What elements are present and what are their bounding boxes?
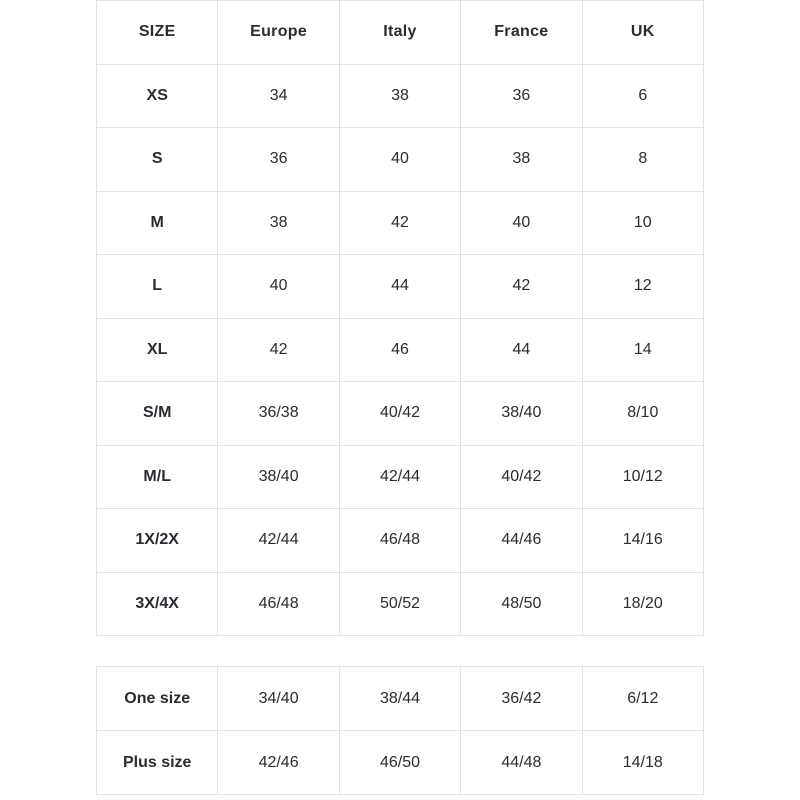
cell-europe: 38 xyxy=(218,191,339,255)
cell-europe: 42/44 xyxy=(218,509,339,573)
table-header xyxy=(97,1,704,65)
cell-france: 40/42 xyxy=(461,445,582,509)
cell-italy: 38/44 xyxy=(339,667,460,731)
row-label: Plus size xyxy=(97,731,218,795)
cell-uk: 6 xyxy=(582,64,703,128)
column-header-uk: UK xyxy=(582,1,703,65)
cell-europe: 42 xyxy=(218,318,339,382)
cell-europe: 46/48 xyxy=(218,572,339,636)
one-size-table xyxy=(96,666,704,795)
cell-france: 48/50 xyxy=(461,572,582,636)
table-row xyxy=(97,382,704,446)
cell-italy: 46/48 xyxy=(339,509,460,573)
cell-france: 36 xyxy=(461,64,582,128)
row-label: L xyxy=(97,255,218,319)
cell-uk: 14 xyxy=(582,318,703,382)
cell-italy: 42 xyxy=(339,191,460,255)
cell-europe: 36 xyxy=(218,128,339,192)
cell-europe: 34 xyxy=(218,64,339,128)
cell-europe: 40 xyxy=(218,255,339,319)
cell-italy: 50/52 xyxy=(339,572,460,636)
cell-europe: 34/40 xyxy=(218,667,339,731)
cell-france: 36/42 xyxy=(461,667,582,731)
table-spacer xyxy=(96,636,704,666)
row-label: XS xyxy=(97,64,218,128)
row-label: XL xyxy=(97,318,218,382)
table-row xyxy=(97,572,704,636)
table-row xyxy=(97,191,704,255)
cell-uk: 6/12 xyxy=(582,667,703,731)
table-row xyxy=(97,445,704,509)
cell-uk: 8 xyxy=(582,128,703,192)
cell-italy: 42/44 xyxy=(339,445,460,509)
cell-italy: 40/42 xyxy=(339,382,460,446)
cell-europe: 42/46 xyxy=(218,731,339,795)
cell-italy: 46 xyxy=(339,318,460,382)
cell-europe: 38/40 xyxy=(218,445,339,509)
table-row xyxy=(97,509,704,573)
cell-uk: 14/18 xyxy=(582,731,703,795)
cell-france: 38 xyxy=(461,128,582,192)
table-body xyxy=(97,64,704,636)
column-header-europe: Europe xyxy=(218,1,339,65)
row-label: S/M xyxy=(97,382,218,446)
row-label: M xyxy=(97,191,218,255)
table-row xyxy=(97,255,704,319)
cell-france: 44/46 xyxy=(461,509,582,573)
table-row xyxy=(97,318,704,382)
one-size-table-body xyxy=(97,667,704,795)
row-label: One size xyxy=(97,667,218,731)
table-header-row xyxy=(97,1,704,65)
cell-uk: 10 xyxy=(582,191,703,255)
column-header-france: France xyxy=(461,1,582,65)
table-row xyxy=(97,731,704,795)
cell-italy: 46/50 xyxy=(339,731,460,795)
size-conversion-table xyxy=(96,0,704,636)
column-header-size: SIZE xyxy=(97,1,218,65)
row-label: M/L xyxy=(97,445,218,509)
cell-france: 40 xyxy=(461,191,582,255)
column-header-italy: Italy xyxy=(339,1,460,65)
cell-france: 38/40 xyxy=(461,382,582,446)
cell-italy: 38 xyxy=(339,64,460,128)
cell-italy: 44 xyxy=(339,255,460,319)
cell-uk: 12 xyxy=(582,255,703,319)
table-row xyxy=(97,128,704,192)
table-row xyxy=(97,667,704,731)
cell-italy: 40 xyxy=(339,128,460,192)
cell-france: 44/48 xyxy=(461,731,582,795)
cell-france: 44 xyxy=(461,318,582,382)
cell-europe: 36/38 xyxy=(218,382,339,446)
row-label: 3X/4X xyxy=(97,572,218,636)
cell-uk: 8/10 xyxy=(582,382,703,446)
cell-uk: 14/16 xyxy=(582,509,703,573)
row-label: S xyxy=(97,128,218,192)
cell-uk: 10/12 xyxy=(582,445,703,509)
table-row xyxy=(97,64,704,128)
row-label: 1X/2X xyxy=(97,509,218,573)
cell-france: 42 xyxy=(461,255,582,319)
cell-uk: 18/20 xyxy=(582,572,703,636)
